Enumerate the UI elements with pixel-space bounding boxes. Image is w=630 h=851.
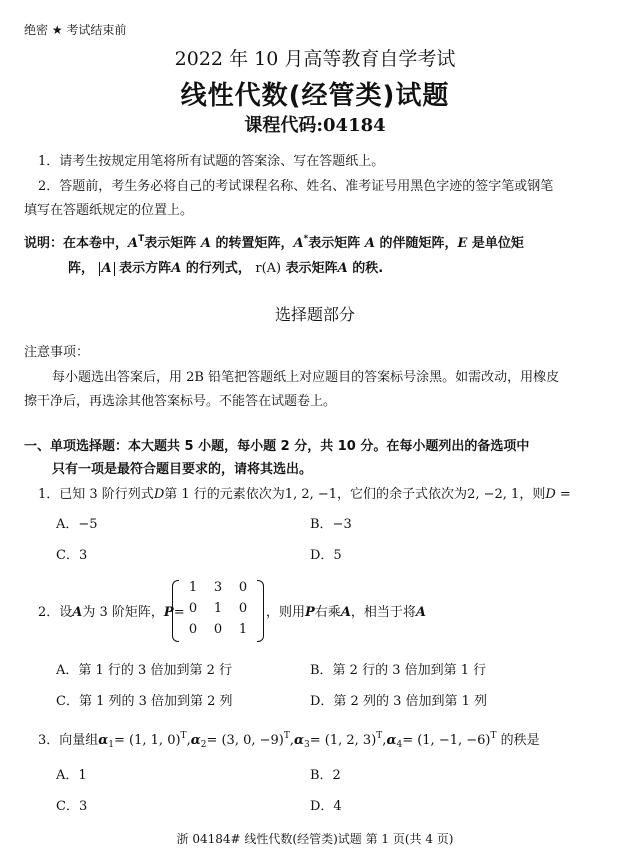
q2-option-a[interactable]: A．第 1 行的 3 倍加到第 2 行 [56,663,232,678]
q2-option-b[interactable]: B．第 2 行的 3 倍加到第 1 行 [310,663,487,678]
q3-option-a[interactable]: A．1 [56,768,87,783]
part1-line2: 只有一项是最符合题目要求的，请将其选出。 [52,462,313,477]
instruction-2-line2: 填写在答题纸规定的位置上。 [24,203,194,218]
matrix-cell: 1 [188,580,198,595]
q3-option-c[interactable]: C．3 [56,799,88,814]
matrix-cell: 0 [188,601,198,616]
notation-line2: 阵， A 表示方阵A 的行列式， r(A) 表示矩阵A 的秩. [68,261,384,276]
matrix-left-paren [172,580,179,642]
q1-option-c[interactable]: C．3 [56,548,88,563]
exam-title: 2022 年 10 月高等教育自学考试 [174,48,456,70]
matrix-cell: 0 [213,622,223,637]
matrix-cell: 0 [238,601,248,616]
matrix-cell: 1 [238,622,248,637]
notice-label: 注意事项： [24,345,90,360]
q3-option-d[interactable]: D．4 [310,799,342,814]
matrix-cell: 1 [213,601,223,616]
q1-stem: 1．已知 3 阶行列式D第 1 行的元素依次为1, 2, −1，它们的余子式依次为2, −2, 1，则D = [38,487,571,502]
q2-stem-left: 2．设A为 3 阶矩阵，P= [38,605,185,620]
subject-title: 线性代数(经管类)试题 [180,81,450,111]
section-title: 选择题部分 [274,305,355,324]
course-code-value: 04184 [323,115,386,136]
matrix-cell: 0 [238,580,248,595]
q1-option-b[interactable]: B．−3 [310,517,352,532]
confidential-label: 绝密 ★ 考试结束前 [24,23,127,37]
q3-option-b[interactable]: B．2 [310,768,341,783]
matrix-p [172,578,264,642]
matrix-cell: 0 [188,622,198,637]
q2-option-d[interactable]: D．第 2 列的 3 倍加到第 1 列 [310,694,488,709]
q1-option-a[interactable]: A．−5 [56,517,98,532]
instruction-2-line1: 2．答题前，考生务必将自己的考试课程名称、姓名、准考证号用黑色字迹的签字笔或钢笔 [38,179,554,194]
q1-option-d[interactable]: D．5 [310,548,342,563]
part1-line1: 一、单项选择题：本大题共 5 小题，每小题 2 分，共 10 分。在每小题列出的备选项中 [24,439,530,454]
notation-line1: 说明：在本卷中，$A^T$表示矩阵 A 的转置矩阵，A*表示矩阵 A 的伴随矩阵，E 是单位矩 [24,234,524,251]
course-code [0,111,630,137]
q2-option-c[interactable]: C．第 1 列的 3 倍加到第 2 列 [56,694,233,709]
page-footer: 浙 04184# 线性代数(经管类)试题 第 1 页(共 4 页) [176,832,454,846]
notice-line1: 每小题选出答案后，用 2B 铅笔把答题纸上对应题目的答案标号涂黑。如需改动，用橡皮 [52,370,560,385]
q3-stem: 3．向量组$\alpha_1= (1$, 1, $0)^T,\alpha_2= (3$, 0, $-9)^T,\alpha_3= (1$, 2, $3)^T,\alpha_4= (1$, −1, −6)$^T$ 的秩是 [38,731,540,750]
instruction-1: 1．请考生按规定用笔将所有试题的答案涂、写在答题纸上。 [38,154,385,169]
course-code-label: 课程代码: [244,115,324,136]
notice-line2: 擦干净后，再选涂其他答案标号。不能答在试题卷上。 [24,394,337,409]
matrix-right-paren [257,580,264,642]
matrix-cell: 3 [213,580,223,595]
q2-stem-right: ，则用P右乘A，相当于将A [266,605,427,620]
